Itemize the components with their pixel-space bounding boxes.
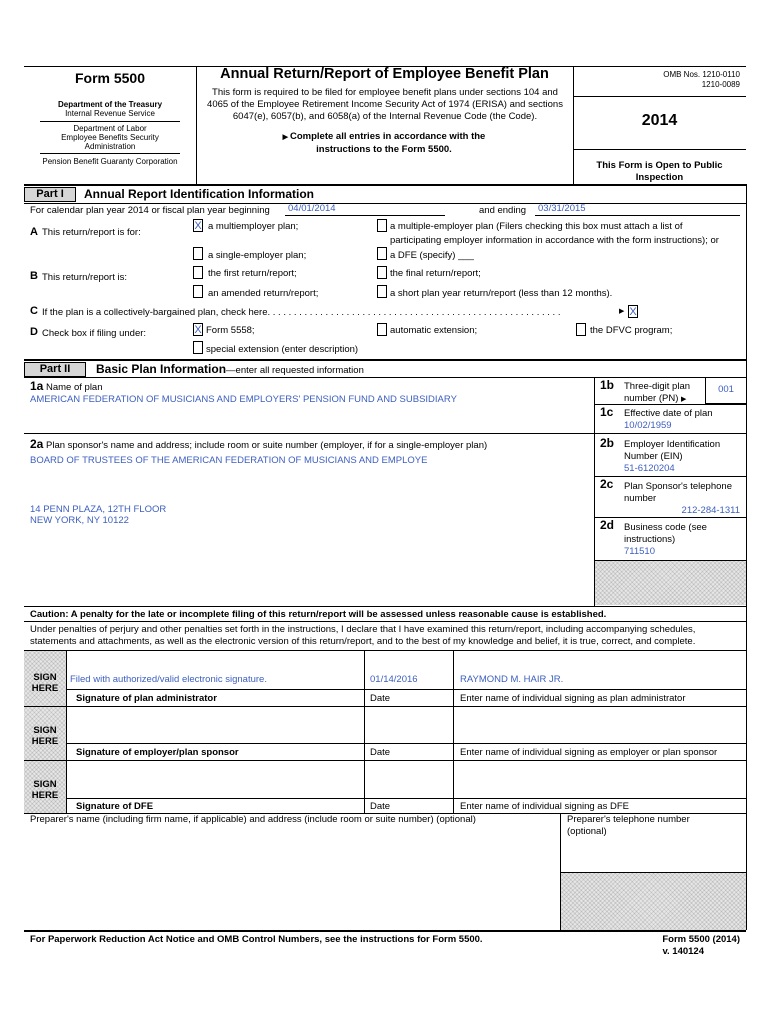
line-2b-bottom-rule [594, 476, 746, 477]
caution-rule [24, 621, 746, 622]
line-2d-number: 2d [600, 518, 615, 532]
public-inspection-2: Inspection [635, 172, 684, 183]
sig-row1-line [66, 689, 746, 690]
intro-text: This form is required to be filed for employee benefit plans under sections 104 and 4065 of the Employee Retirement Income Security Act of 1974 (ERISA) and sections 6047(e), 6057(b), and 6058(a) of the Internal Revenue Code (the Code). [207, 87, 563, 122]
line-1b-label-1: Three-digit plan [624, 381, 691, 392]
begin-date-rule [285, 215, 445, 216]
line-1c-label: Effective date of plan [624, 408, 713, 419]
date-column-divider [364, 650, 365, 814]
shaded-area-part2 [595, 561, 746, 605]
preparer-name-label: Preparer's name (including firm name, if applicable) and address (include room or suite number) (optional) [30, 814, 476, 825]
line-2b-number: 2b [600, 436, 615, 450]
admin-signer-name[interactable]: RAYMOND M. HAIR JR. [460, 674, 564, 685]
sponsor-name[interactable]: BOARD OF TRUSTEES OF THE AMERICAN FEDERATION OF MUSICIANS AND EMPLOYE [30, 455, 428, 466]
name-column-divider [453, 650, 454, 814]
line-2a: 2a Plan sponsor's name and address; include room or suite number (employer, if for a single-employer plan) [30, 437, 488, 451]
line-2c-bottom-rule [594, 517, 746, 518]
multiple-employer-label-2: participating employer information in accordance with the form instructions); or [390, 235, 719, 246]
multiple-employer-checkbox[interactable] [377, 219, 387, 232]
line-1b-number: 1b [600, 378, 615, 392]
automatic-extension-label: automatic extension; [390, 325, 478, 336]
electronic-signature[interactable]: Filed with authorized/valid electronic signature. [70, 674, 267, 685]
omb-number-1: OMB Nos. 1210-0110 [663, 70, 740, 79]
right-triangle-icon: ▶ [681, 396, 687, 403]
line-2c-label-2: number [624, 493, 657, 504]
line-1a-bottom-rule [24, 433, 594, 434]
form-5558-checkbox[interactable]: X [194, 324, 202, 336]
final-return-checkbox[interactable] [377, 266, 387, 279]
line-d-letter: D [30, 326, 38, 338]
ebsa-label-1: Employee Benefits Security [61, 133, 159, 142]
year-rule-top [573, 96, 746, 97]
single-employer-checkbox[interactable] [193, 247, 203, 260]
line-2c-number: 2c [600, 477, 614, 491]
part2-title: Basic Plan Information—enter all requested information [96, 362, 364, 376]
employer-signature-label: Signature of employer/plan sponsor [76, 747, 239, 758]
perjury-line-2: statements and attachments, as well as the electronic version of this return/report, and to the best of my knowledge and belief, it is true, correct, and complete. [30, 636, 696, 647]
admin-signature-label: Signature of plan administrator [76, 693, 217, 704]
paperwork-notice: For Paperwork Reduction Act Notice and OMB Control Numbers, see the instructions for Form 5500. [30, 934, 483, 945]
public-inspection-1: This Form is Open to Public [596, 160, 723, 171]
complete-instructions: ▶ Complete all entries in accordance with the instructions to the Form 5500. [282, 131, 486, 155]
line-c-letter: C [30, 305, 38, 317]
dfe-label: a DFE (specify) ___ [390, 250, 474, 261]
end-date-rule [535, 215, 740, 216]
right-triangle-icon: ▶ [282, 134, 290, 141]
dfe-signature-label: Signature of DFE [76, 801, 154, 812]
sponsor-phone[interactable]: 212-284-1311 [681, 505, 740, 516]
multiemployer-label: a multiemployer plan; [208, 221, 299, 232]
line-b-letter: B [30, 270, 38, 282]
effective-date[interactable]: 10/02/1959 [624, 420, 672, 431]
sig-row1-bottom [24, 706, 746, 707]
omb-number-2: 1210-0089 [701, 80, 740, 89]
part2-bottom-rule [24, 606, 746, 607]
form-5558-label: Form 5558; [206, 325, 255, 336]
line-2c-label-1: Plan Sponsor's telephone [624, 481, 732, 492]
line-1b-bottom-rule [594, 404, 746, 405]
line-1b-label-2: number (PN) ▶ [624, 393, 687, 404]
sign-column-divider [66, 650, 67, 814]
admin-sign-date[interactable]: 01/14/2016 [370, 674, 418, 685]
right-triangle-icon: ▶ [619, 308, 625, 315]
part2-label: Part II [24, 362, 86, 377]
short-plan-checkbox[interactable] [377, 285, 387, 298]
form-right-border [746, 184, 747, 930]
sig-row3-line [66, 798, 746, 799]
line-1c-number: 1c [600, 405, 614, 419]
preparer-bottom-rule [24, 930, 746, 932]
form-id-footer: Form 5500 (2014) [662, 934, 740, 945]
signature-top-rule [24, 650, 746, 651]
ein[interactable]: 51-6120204 [624, 463, 675, 474]
collectively-bargained-checkbox[interactable]: X [629, 306, 637, 318]
caution-text: Caution: A penalty for the late or incomplete filing of this return/report will be assessed unless reasonable cause is established. [30, 609, 607, 620]
sponsor-address-line-1[interactable]: 14 PENN PLAZA, 12TH FLOOR [30, 504, 167, 515]
plan-year-end[interactable]: 03/31/2015 [538, 203, 586, 214]
line-2b-label-2: Number (EIN) [624, 451, 683, 462]
line-a-letter: A [30, 226, 38, 238]
special-extension-label: special extension (enter description) [206, 344, 359, 355]
dfe-name-label: Enter name of individual signing as DFE [460, 801, 629, 812]
header-divider-left [196, 66, 197, 184]
dfe-date-label: Date [370, 801, 391, 812]
employer-date-label: Date [370, 747, 391, 758]
year-rule-bottom [573, 149, 746, 150]
line-2d-label-2: instructions) [624, 534, 676, 545]
part1-top-rule [24, 184, 746, 186]
sig-row2-bottom [24, 760, 746, 761]
amended-return-checkbox[interactable] [193, 285, 203, 298]
part2-top-rule [24, 359, 746, 361]
first-return-label: the first return/report; [208, 268, 297, 279]
form-version: v. 140124 [662, 946, 704, 957]
calendar-year-label: For calendar plan year 2014 or fiscal plan year beginning [30, 205, 270, 216]
plan-year-begin[interactable]: 04/01/2014 [288, 203, 336, 214]
header-rule-2 [40, 153, 180, 154]
main-title: Annual Return/Report of Employee Benefit Plan [220, 66, 549, 82]
form-title: Form 5500 [74, 70, 146, 86]
preparer-phone-label-1: Preparer's telephone number [567, 814, 690, 825]
pbgc-label: Pension Benefit Guaranty Corporation [42, 157, 178, 166]
preparer-phone-label-2: (optional) [567, 826, 607, 837]
dept-labor: Department of Labor [73, 124, 147, 133]
line-2b-label-1: Employer Identification [624, 439, 721, 450]
dfvc-label: the DFVC program; [590, 325, 673, 336]
automatic-extension-checkbox[interactable] [377, 323, 387, 336]
part2-title-rule [24, 377, 746, 378]
ending-label: and ending [479, 205, 527, 216]
line-1a: 1a Name of plan [30, 379, 103, 393]
plan-number[interactable]: 001 [718, 384, 734, 395]
dfe-checkbox[interactable] [377, 247, 387, 260]
irs-label: Internal Revenue Service [65, 109, 155, 118]
final-return-label: the final return/report; [390, 268, 481, 279]
sign-here-1: SIGN HERE [31, 672, 59, 694]
sign-here-3: SIGN HERE [31, 779, 59, 801]
part1-label: Part I [24, 187, 76, 202]
line-a-label: This return/report is for: [42, 227, 141, 238]
shaded-area-preparer [561, 873, 746, 930]
part1-title: Annual Report Identification Information [84, 187, 314, 201]
first-return-checkbox[interactable] [193, 266, 203, 279]
admin-name-label: Enter name of individual signing as plan administrator [460, 693, 686, 704]
dept-treasury: Department of the Treasury [57, 100, 163, 109]
sign-here-2: SIGN HERE [31, 725, 59, 747]
line-1c-bottom-rule [594, 433, 746, 434]
dfvc-checkbox[interactable] [576, 323, 586, 336]
tax-year: 2014 [641, 112, 678, 129]
line-d-label: Check box if filing under: [42, 328, 147, 339]
single-employer-label: a single-employer plan; [208, 250, 307, 261]
sponsor-address-line-2[interactable]: NEW YORK, NY 10122 [30, 515, 129, 526]
employer-name-label: Enter name of individual signing as employer or plan sponsor [460, 747, 718, 758]
multiple-employer-label-1: a multiple-employer plan (Filers checking this box must attach a list of [390, 221, 683, 232]
plan-name[interactable]: AMERICAN FEDERATION OF MUSICIANS AND EMPLOYERS' PENSION FUND AND SUBSIDIARY [30, 394, 457, 405]
business-code[interactable]: 711510 [624, 546, 655, 557]
multiemployer-checkbox[interactable]: X [194, 220, 202, 232]
line-2d-label-1: Business code (see [624, 522, 707, 533]
header-rule-1 [40, 121, 180, 122]
line-c-label: If the plan is a collectively-bargained plan, check here. . . . . . . . . . . . . . . . . . . . . . . . . . . . . . . . . . . . . . . . . . . . . . . . . . . . . . . . [42, 307, 561, 318]
line-b-label: This return/report is: [42, 272, 127, 283]
special-extension-checkbox[interactable] [193, 341, 203, 354]
part1-title-rule [24, 203, 746, 204]
perjury-line-1: Under penalties of perjury and other penalties set forth in the instructions, I declare that I have examined this return/report, including accompanying schedules, [30, 624, 696, 635]
short-plan-label: a short plan year return/report (less than 12 months). [390, 288, 613, 299]
amended-return-label: an amended return/report; [208, 288, 319, 299]
ebsa-label-2: Administration [84, 142, 136, 151]
sig-row2-line [66, 743, 746, 744]
admin-date-label: Date [370, 693, 391, 704]
